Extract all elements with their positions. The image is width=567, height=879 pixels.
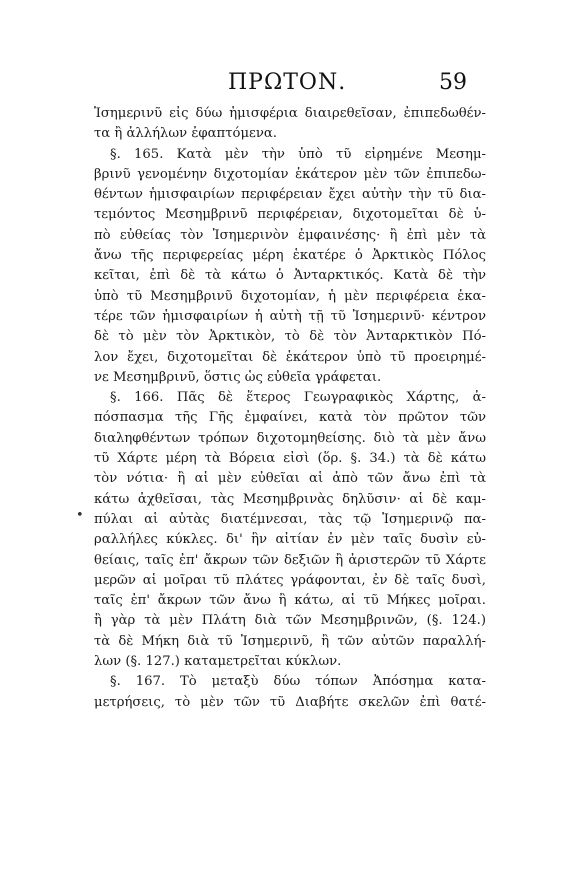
margin-mark: •	[76, 508, 84, 523]
text-line: θέντων ἡμισφαιρίων περιφέρειαν ἔχει αὐτὴν τὴν τῦ δια-	[94, 187, 486, 203]
text-line: Ἰσημερινῦ εἰς δύω ἡμισφέρια διαιρεθεῖσαν, ἐπιπεδωθέν-	[94, 106, 486, 121]
text-line: τα ἢ ἀλλήλων ἐφαπτόμενα.	[94, 126, 277, 142]
page-number: 59	[439, 70, 467, 95]
text-line: κάτω ἀχθεῖσαι, τὰς Μεσημβρινὰς δηλῦσιν· αἱ δὲ καμ-	[94, 491, 486, 507]
text-line: δὲ τὸ μὲν τὸν Ἀρκτικὸν, τὸ δὲ τὸν Ἀνταρκτικὸν Πό-	[94, 329, 486, 345]
text-line: κεῖται, ἐπὶ δὲ τὰ κάτω ὁ Ἀνταρκτικός. Κατὰ δὲ τὴν	[94, 268, 486, 284]
text-line: §. 165. Κατὰ μὲν τὴν ὑπὸ τῦ εἰρημένε Μεσημ-	[110, 146, 486, 162]
text-line: τὰ δὲ Μήκη διὰ τῦ Ἰσημερινῦ, ἢ τῶν αὐτῶν παραλλή-	[94, 633, 486, 649]
text-line: τῦ Χάρτε μέρη τὰ Βόρεια εἰσὶ (ὅρ. §. 34.) τὰ δὲ κάτω	[94, 451, 486, 467]
text-line: θείαις, ταῖς ἐπ' ἄκρων τῶν δεξιῶν ἢ ἀριστερῶν τῦ Χάρτε	[94, 552, 486, 568]
body-text	[94, 104, 486, 713]
text-line: βρινῦ γενομένην διχοτομίαν ἑκάτερον μὲν τῶν ἐπιπεδω-	[94, 166, 486, 182]
text-line: §. 167. Τὸ μεταξὺ δύω τόπων Ἀπόσημα κατα-	[110, 674, 486, 690]
text-line: ραλλήλες κύκλες. δι' ἣν αἰτίαν ἐν μὲν ταῖς δυσὶν εὐ-	[94, 532, 486, 548]
text-line: ταῖς ἐπ' ἄκρων τῶν ἄνω ἢ κάτω, αἱ τῦ Μήκες μοῖραι.	[94, 593, 486, 609]
text-line: πὸ εὐθείας τὸν Ἰσημερινὸν ἐμφαινέσης· ἢ ἐπὶ μὲν τὰ	[94, 227, 486, 243]
text-line: λων (§. 127.) καταμετρεῖται κύκλων.	[94, 654, 342, 670]
running-head: ΠΡΩΤΟΝ.	[228, 70, 347, 95]
text-line: πύλαι αἱ αὐτὰς διατέμνεσαι, τὰς τῷ Ἰσημερινῷ πα-	[94, 511, 486, 527]
text-line: νε Μεσημβρινῦ, ὅστις ὡς εὐθεῖα γράφεται.	[94, 369, 382, 385]
text-line: πόσπασμα τῆς Γῆς ἐμφαίνει, κατὰ τὸν πρῶτον τῶν	[94, 410, 486, 426]
text-line: διαληφθέντων τρόπων διχοτομηθείσης. διὸ τὰ μὲν ἄνω	[94, 430, 486, 446]
text-line: τέρε τῶν ἡμισφαιρίων ἡ αὐτὴ τῇ τῦ Ἰσημερινῦ· κέντρον	[94, 308, 486, 324]
text-line: ὑπὸ τῦ Μεσημβρινῦ διχοτομίαν, ἡ μὲν περιφέρεια ἑκα-	[94, 288, 486, 304]
text-line: τὸν νότια· ἢ αἱ μὲν εὐθεῖαι αἱ ἀπὸ τῶν ἄνω ἐπὶ τὰ	[94, 471, 486, 487]
text-line: τεμόντος Μεσημβρινῦ περιφέρειαν, διχοτομεῖται δὲ ὑ-	[94, 207, 486, 223]
text-line: §. 166. Πᾶς δὲ ἕτερος Γεωγραφικὸς Χάρτης, ἀ-	[110, 390, 486, 406]
text-line: μετρήσεις, τὸ μὲν τῶν τῦ Διαβήτε σκελῶν ἐπὶ θατέ-	[94, 694, 486, 710]
text-line: λον ἔχει, διχοτομεῖται δὲ ἑκάτερον ὑπὸ τῦ προειρημέ-	[94, 349, 486, 365]
text-line: ἢ γὰρ τὰ μὲν Πλάτη διὰ τῶν Μεσημβρινῶν, (§. 124.)	[94, 613, 486, 629]
text-line: ἄνω τῆς περιφερείας μέρη ἑκατέρε ὁ Ἀρκτικὸς Πόλος	[94, 248, 486, 264]
text-line: μερῶν αἱ μοῖραι τῦ πλάτες γράφονται, ἐν δὲ ταῖς δυσὶ,	[94, 572, 486, 588]
